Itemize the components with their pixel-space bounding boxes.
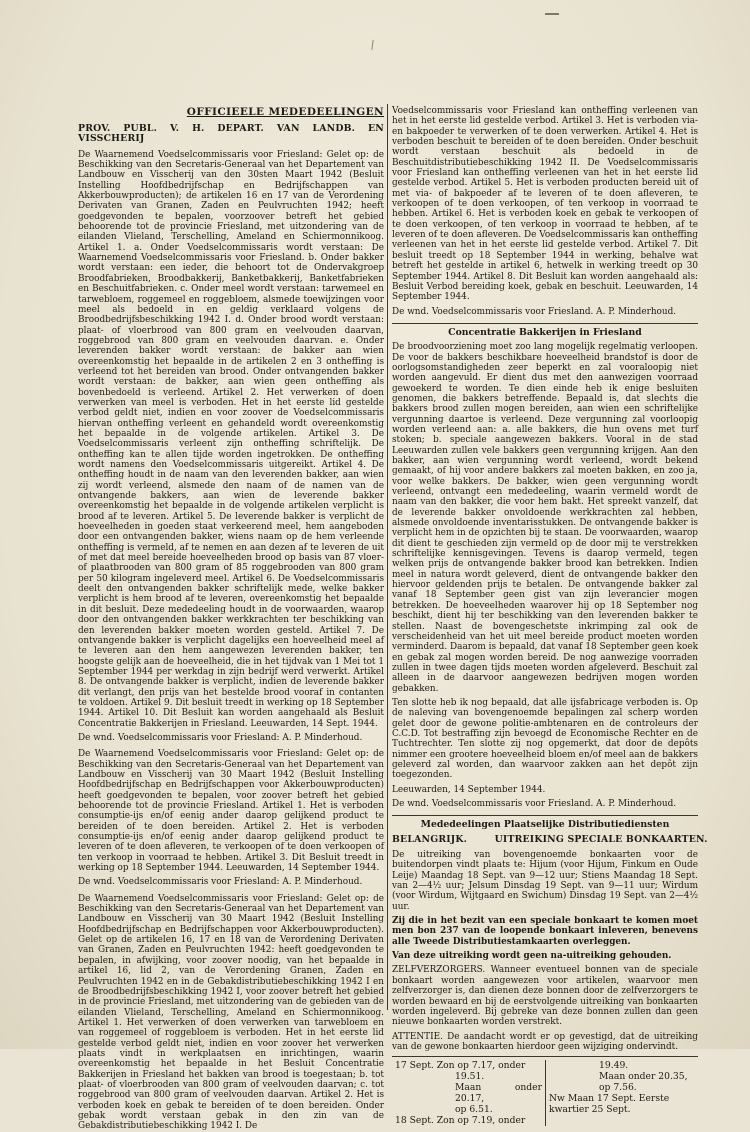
notice-baking-continued: Voedselcommissaris voor Friesland kan ontheffing verleenen van het in het eerste lid gestelde verbod. Artikel 3. Het is verboden via- en bakpoeder te verwerken of te doen verwerken. Artikel 4. Het is verboden beschuit te bereiden of te doen bereiden. Onder beschuit wordt verstaan beschuit als bedoeld in de Beschuitdistributiebeschikking 1942 II. De Voedselcommissaris voor Friesland kan ontheffing verleenen van het in het eerste lid gestelde verbod. Artikel 5. Het is verboden producten bereid uit of met via- of bakpoeder af te leveren of te doen afleveren, te verkoopen of te doen verkoopen, of ten verkoop in voorraad te hebben. Artikel 6. Het is verboden koek en gebak te verkoopen of te doen verkoopen, of ten verkoop in voorraad te hebben, af te leveren of te doen afleveren. De Voedselcommissaris kan ontheffing verleenen van het in het eerste lid gestelde verbod. Artikel 7. Dit besluit treedt op 18 September 1944 in werking, behalve wat betreft het gestelde in artikel 6, hetwelk in werking treedt op 30 September 1944. Artikel 8. Dit Besluit kan worden aangehaald als: Besluit Verbod bereiding koek, gebak en beschuit. Leeuwarden, 14 September 1944. (392, 106, 698, 303)
left-column (78, 106, 384, 1132)
column-divider (387, 104, 388, 1010)
article-concentration-text: De broodvoorziening moet zoo lang mogelijk regelmatig verloopen. De voor de bakkers beschikbare hoeveelheid brandstof is door de oorlogsomstandigheden zeer beperkt en zal vooraloopig niet worden aangevuld. Er dient dus met den aanwezigen voorraad gewoekerd te worden. Te dien einde heb ik enige besluiten genomen, die bakkers betreffende. Bepaald is, dat slechts die bakkers brood zullen mogen bereiden, aan wien een schriftelijke vergunning daartoe is verleend. Deze vergunning zal voorloopig worden verleend aan: a. alle bakkers, die hun ovens met turf stoken; b. speciale aangewezen bakkers. Vooral in de stad Leeuwarden zullen vele bakkers geen vergunning krijgen. Aan den bakker, aan wien vergunning wordt verleend, wordt bekend gemaakt, of hij voor andere bakkers zal moeten bakken, en zoo ja, voor welke bakkers. De bakker, wien geen vergunning wordt verleend, ontvangt een mededeeling, waarin vermeld wordt de naam van den bakker, die voor hem bakt. Het spreekt vanzelf, dat de leverende bakker onvoldoende werkkrachten zal hebben, alsmede onvoldoende inventarisstukken. De ontvangende bakker is verplicht hem in de opzichten bij te staan. De voorwaarden, waarop dit dient te geschieden zijn vermeld op de door mij te verstrekken schriftelijke kennisgevingen. Tevens is daarop vermeld, tegen welken prijs de ontvangende bakker brood kan betrekken. Indien meel in natura wordt geleverd, dient de ontvangende bakker den hiervoor geldenden prijs te betalen. De ontvangende bakker zal vanaf 18 September geen gist van zijn leverancier mogen betrekken. De hoeveelheden waarover hij op 18 September nog beschikt, dient hij ter beschikking van den leverenden bakker te stellen. Naast de bovengeschetste inkrimping zal ook de verscheidenheid van het uit meel bereide product moeten worden verminderd. Daarom is bepaald, dat vanaf 18 September geen koek en gebak zal mogen worden bereid. De nog aanwezige voorraden zullen in twee dagen tijds moeten worden afgeleverd. Beschuit zal alleen in de daarvoor aangewezen bedrijven mogen worden gebakken. (392, 342, 698, 694)
times-line: 17 Sept. Zon op 7.17, onder (395, 1060, 526, 1072)
section-title: OFFICIEELE MEDEDEELINGEN (186, 106, 384, 118)
notice-signature: De wnd. Voedselcommissaris voor Friesland. A. P. Minderhoud. (392, 306, 677, 317)
notice-signature: De wnd. Voedselcommissaris voor Friesland: A. P. Minderhoud. (78, 877, 363, 888)
times-line: Nw Maan 17 Sept. Eerste (549, 1093, 670, 1105)
distribution-bon-text: Zij die in het bezit van een speciale bonkaart te komen moet men bon 237 van de loopende bonkaart inleveren, benevens alle Tweede Distributiestamkaarten overleggen. (392, 916, 698, 947)
article-title-distribution: Mededeelingen Plaatselijke Distributiediensten (392, 815, 698, 830)
notice-baking-text: De Waarnemend Voedselcommissaris voor Friesland: Gelet op: de Beschikking van den Secretaris-Generaal van het Departement van Landbouw en Visscherij van 30 Maart 1942 (Besluit Instelling Hoofdbedrijfschap en Bedrijfschappen voor Akkerbouwproducten). Gelet op de artikelen 16, 17 en 18 van de Verordening Derivaten van Granen, Zaden en Peulvruchten 1942: heeft goedgevonden te bepalen, in afwijking, voor zoover noodig, van het bepaalde in artikel 16, lid 2, van de Verordening Granen, Zaden en Peulvruchten 1942 en in de Gebakdistributiebeschikking 1942 I en de Broodbedrijfsbeschikking 1942 I, voor zoover betreft het gebied in de provincie Friesland, met uitzondering van de gebieden van de eilanden Vlieland, Terschelling, Ameland en Schiermonnikoog. Artikel 1. Het verwerken of doen verwerken van tarwebloem en van roggemeel of roggebloem is verboden. Het in het eerste lid gestelde verbod geldt niet, indien en voor zoover het verwerken plaats vindt in werkplaatsen en inrichtingen, waarin overeenkomstig het bepaalde in het Besluit Concentratie Bakkerijen in Friesland het bakken van brood is toegestaan; b. tot plaat- of vloerbrooden van 800 gram of veelvouden daarvan; c. tot roggebrood van 800 gram of veelvouden daarvan. Artikel 2. Het is verboden koek en gebak te bereiden of te doen bereiden. Onder gebak wordt verstaan gebak in den zin van de Gebakdistributiebeschikking 1942 I. De (78, 893, 384, 1132)
times-line: kwartier 25 Sept. (549, 1104, 631, 1116)
article-title-concentration: Concentratie Bakkerijen in Friesland (392, 323, 698, 338)
notice-bakeries-text: De Waarnemend Voedselcommissaris voor Friesland: Gelet op: de Beschikking van den Secretaris-Generaal van het Departement van Landbouw en Visscherij van den 30sten Maart 1942 (Besluit Instelling Hoofdbedrijfschap en Bedrijfschappen van Akkerbouwproducten); de artikelen 16 en 17 van de Verordening Derivaten van Granen, Zaden en Peulvruchten 1942; heeft goedgevonden te bepalen, voorzoover betreft het gebied behoorende tot de provincie Friesland, met uitzondering van de eilanden Vlieland, Terschelling, Ameland en Schiermonnikoog. Artikel 1. a. Onder Voedselcommissaris wordt verstaan: De Waarnemend Voedselcommissaris voor Friesland. b. Onder bakker wordt verstaan: een ieder, die behoort tot de Ondervakgroep Broodfabrieken, Broodbakkerij, Banketbakkerij, Banketfabrieken en Beschuitfabrieken. c. Onder meel wordt verstaan: tarwemeel en tarwebloem, roggemeel en roggebloem, alsmede toewijzingen voor meel als bedoeld in en geldig verklaard volgens de Broodbedrijfsbeschikking 1942 I. d. Onder brood wordt verstaan: plaat- of vloerbrood van 800 gram en veelvouden daarvan, roggebrood van 800 gram en veelvouden daarvan. e. Onder leverenden bakker wordt verstaan: de bakker aan wien overeenkomstig het bepaalde in de artikelen 2 en 3 ontheffing is verleend tot het bereiden van brood. Onder ontvangenden bakker wordt verstaan: de bakker, aan wien geen ontheffing als bovenbedoeld is verleend. Artikel 2. Het verwerken of doen verwerken van meel is verboden. Het in het eerste lid gestelde verbod geldt niet, indien en voor zoover de Voedselcommissaris hiervan ontheffing verleent en gehandeld wordt overeenkomstig het bepaalde in de volgende artikelen. Artikel 3. De Voedselcommissaris verleent zijn ontheffing schriftelijk. De ontheffing kan te allen tijde worden ingetrokken. De ontheffing wordt namens den Voedselcommissaris uitgereikt. Artikel 4. De ontheffing houdt in de naam van den leverenden bakker, aan wien zij wordt verleend, alsmede den naam of de namen van de ontvangende bakkers, aan wien de leverende bakker overeenkomstig het bepaalde in de volgende artikelen verplicht is brood af te leveren. Artikel 5. De leverende bakker is verplicht de hoeveelheden in goeden staat verkeerend meel, hem aangeboden door een ontvangenden bakker, wiens naam op de hem verleende ontheffing is vermeld, af te nemen en aan dezen af te leveren de uit of met dat meel bereide hoeveelheden brood op basis van 87 vloer- of plaatbrooden van 800 gram of 85 roggebrooden van 800 gram per 50 kilogram ingeleverd meel. Artikel 6. De Voedselcommissaris deelt den ontvangenden bakker schriftelijk mede, welke bakker verplicht is hem brood af te leveren, overeenkomstig het bepaalde in dit besluit. Deze mededeeling houdt in de voorwaarden, waarop door den ontvangenden bakker werkkrachten ter beschikking van den leverenden bakker moeten worden gesteld. Artikel 7. De ontvangende bakker is verplicht dagelijks een hoeveelheid meel af te leveren aan den hem aangewezen leverenden bakker, ten hoogste gelijk aan de hoeveelheid, die in het tijdvak van 1 Mei tot 1 September 1944 per werkdag in zijn bedrijf werd verwerkt. Artikel 8. De ontvangende bakker is verplicht, indien de leverende bakker dit verlangt, den prijs van het bestelde brood vooraf in contanten te voldoen. Artikel 9. Dit besluit treedt in werking op 18 September 1944. Artikel 10. Dit Besluit kan worden aangehaald als Besluit Concentratie Bakkerijen in Friesland. Leeuwarden, 14 Sept. 1944. (78, 149, 384, 729)
notice-ice-text: De Waarnemend Voedselcommissaris voor Friesland: Gelet op: de Beschikking van den Secretaris-Generaal van het Departement van Landbouw en Visscherij van 30 Maart 1942 (Besluit Instelling Hoofdbedrijfschap en Bedrijfschappen voor Akkerbouwproducten) heeft goedgevonden te bepalen, voor zoover betreft het gebied behoorende tot de provincie Friesland. Artikel 1. Het is verboden consumptie-ijs en/of eenig ander daarop gelijkend product te bereiden of te doen bereiden. Artikel 2. Het is verboden consumptie-ijs en/of eenig ander daarop gelijkend product te leveren of te doen afleveren, te verkoopen of te doen verkoopen of ten verkoop in voorraad te hebben. Artikel 3. Dit Besluit treedt in werking op 18 September 1944. Leeuwarden, 14 September 1944. (78, 749, 384, 874)
distribution-no-reissue: Van deze uitreiking wordt geen na-uitreiking gehouden. (392, 951, 672, 962)
distribution-attention: ATTENTIE. De aandacht wordt er op gevestigd, dat de uitreiking van de gewone bonkaarten hierdoor geen wijziging ondervindt. (392, 1031, 698, 1052)
times-line: Maan onder 20.17, (455, 1082, 542, 1105)
print-mark (545, 13, 559, 15)
distribution-subhead: BELANGRIJK. UITREIKING SPECIALE BONKAARTEN. (392, 833, 708, 845)
times-line: op 6.51. (455, 1104, 493, 1116)
times-line: Maan onder 20.35, (599, 1071, 688, 1083)
times-right-cell (545, 1060, 698, 1126)
distribution-selfsuppliers: ZELFVERZORGERS. Wanneer eventueel bonnen van de speciale bonkaart worden aangewezen voor artikelen, waarvoor men zelfverzorger is, dan dienen deze bonnen door de zelfverzorgers te worden bewaard en bij de eerstvolgende uitreiking van bonkaarten worden ingeleverd. Bij gebreke van deze bonnen zullen dan geen nieuwe bonkaarten worden verstrekt. (392, 965, 698, 1028)
right-column (392, 106, 708, 1127)
notice-signature: De wnd. Voedselcommissaris voor Friesland: A. P. Minderhoud. (78, 732, 363, 743)
department-subhead: PROV. PUBL. V. H. DEPART. VAN LANDB. EN VISSCHERIJ (78, 123, 384, 145)
sun-moon-times (392, 1056, 698, 1126)
times-line: 19.51. (455, 1071, 485, 1083)
times-line: 19.49. (599, 1060, 629, 1072)
times-left-cell (392, 1060, 545, 1126)
article-date: Leeuwarden, 14 September 1944. (392, 784, 546, 795)
article-concentration-closing: Ten slotte heb ik nog bepaald, dat alle ijsfabricage verboden is. Op de naleving van bovengenoemde bepalingen zal scherp worden gelet door de gewone politie-ambtenaren en de controleurs der C.C.D. Tot bestraffing zijn bevoegd de Economische Rechter en de Tuchtrechter. Ten slotte zij nog opgemerkt, dat door de depôts nimmer een grootere hoeveelheid bloem en/of meel aan de bakkers geleverd zal worden, dan waarvoor zakken aan het depôt zijn toegezonden. (392, 697, 698, 781)
times-line: 18 Sept. Zon op 7.19, onder (395, 1115, 526, 1127)
distribution-schedule-text: De uitreiking van bovengenoemde bonkaarten voor de buitendorpen vindt plaats te: Hijum (voor Hijum, Finkum en Oude Leije) Maandag 18 Sept. van 9—12 uur; Stiens Maandag 18 Sept. van 2—4½ uur; Jelsum Dinsdag 19 Sept. van 9—11 uur; Wirdum (voor Wirdum, Wijtgaard en Swichum) Dinsdag 19 Sept. van 2—4½ uur. (392, 850, 698, 912)
notice-signature: De wnd. Voedselcommissaris voor Friesland. A. P. Minderhoud. (392, 799, 677, 809)
times-line: op 7.56. (599, 1082, 637, 1094)
